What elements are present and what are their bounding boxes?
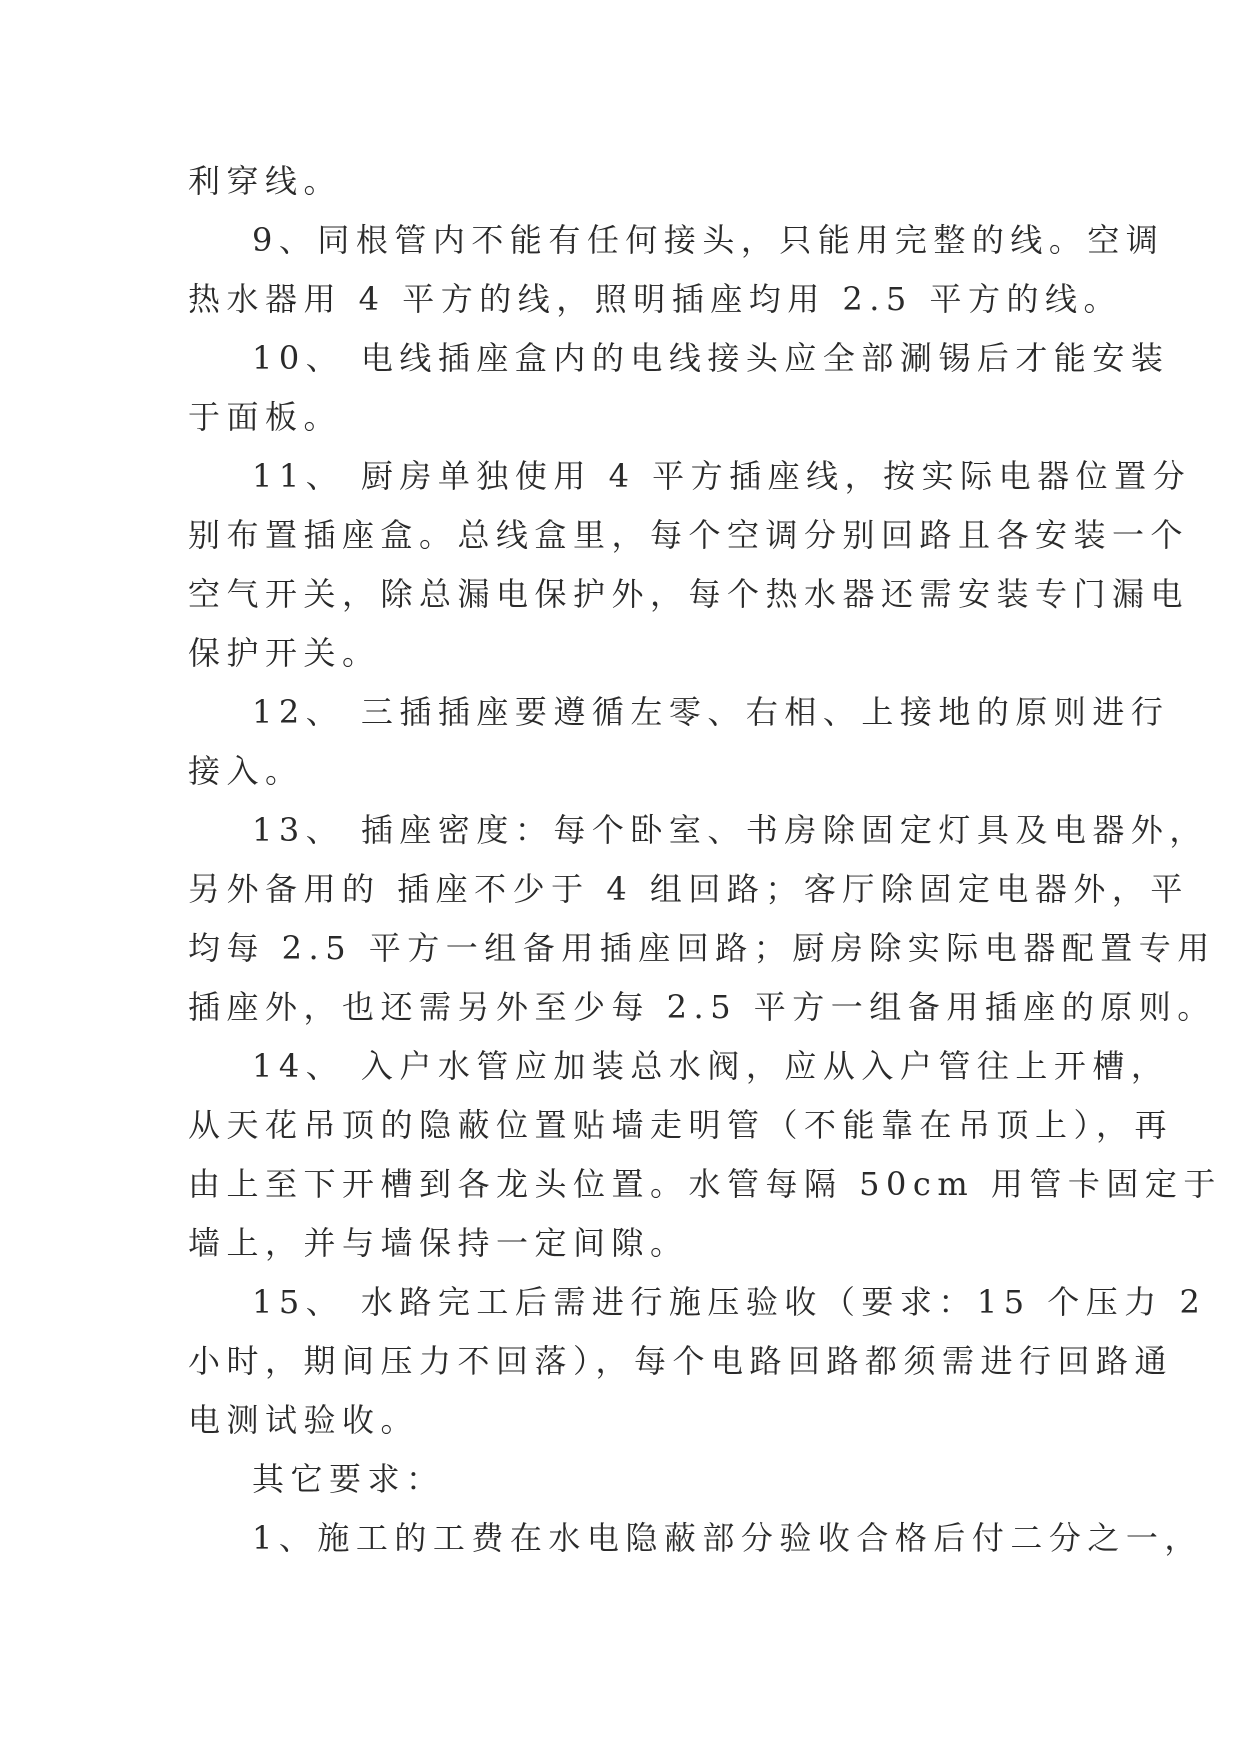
- text-line: 从天花吊顶的隐蔽位置贴墙走明管（不能靠在吊顶上），再: [188, 1106, 1174, 1144]
- text-line: 均每 2.5 平方一组备用插座回路；厨房除实际电器配置专用: [188, 929, 1216, 967]
- text-line: 13、 插座密度：每个卧室、书房除固定灯具及电器外，: [252, 811, 1208, 849]
- text-line: 10、 电线插座盒内的电线接头应全部涮锡后才能安装: [252, 339, 1170, 377]
- text-line: 插座外，也还需另外至少每 2.5 平方一组备用插座的原则。: [188, 988, 1216, 1026]
- text-line: 1、施工的工费在水电隐蔽部分验收合格后付二分之一，: [252, 1519, 1203, 1557]
- text-line: 小时，期间压力不回落），每个电路回路都须需进行回路通: [188, 1342, 1174, 1380]
- text-line: 热水器用 4 平方的线，照明插座均用 2.5 平方的线。: [188, 280, 1122, 318]
- text-line: 接入。: [188, 752, 304, 790]
- text-line: 11、 厨房单独使用 4 平方插座线，按实际电器位置分: [252, 457, 1192, 495]
- text-line: 12、 三插插座要遵循左零、右相、上接地的原则进行: [252, 693, 1170, 731]
- text-line: 14、 入户水管应加装总水阀，应从入户管往上开槽，: [252, 1047, 1170, 1085]
- text-line: 于面板。: [188, 398, 343, 436]
- text-line: 另外备用的 插座不少于 4 组回路；客厅除固定电器外，平: [188, 870, 1189, 908]
- text-line: 15、 水路完工后需进行施压验收（要求：15 个压力 2: [252, 1283, 1207, 1321]
- text-line: 空气开关，除总漏电保护外，每个热水器还需安装专门漏电: [188, 575, 1190, 613]
- text-line: 电测试验收。: [188, 1401, 420, 1439]
- text-line: 由上至下开槽到各龙头位置。水管每隔 50cm 用管卡固定于: [188, 1165, 1222, 1203]
- document-body: [188, 152, 1222, 1568]
- text-line: 保护开关。: [188, 634, 381, 672]
- text-line: 利穿线。: [188, 162, 343, 200]
- text-line: 墙上，并与墙保持一定间隙。: [188, 1224, 689, 1262]
- text-line: 别布置插座盒。总线盒里，每个空调分别回路且各安装一个: [188, 516, 1190, 554]
- text-line: 其它要求：: [252, 1460, 445, 1498]
- text-line: 9、同根管内不能有任何接头，只能用完整的线。空调: [252, 221, 1165, 259]
